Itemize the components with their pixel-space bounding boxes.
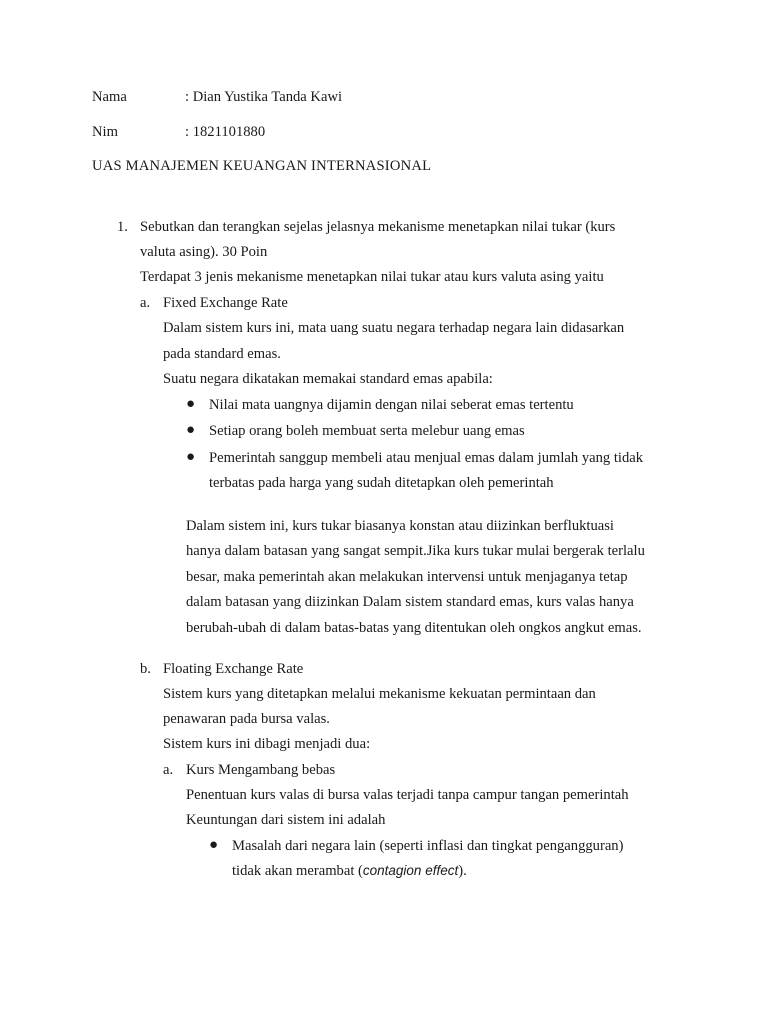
list-marker: a. xyxy=(140,295,151,311)
paragraph-line: Penentuan kurs valas di bursa valas terjadi tanpa campur tangan pemerintah xyxy=(186,787,629,803)
question-number: 1. xyxy=(117,219,128,235)
question-text-line: valuta asing). 30 Poin xyxy=(140,244,268,260)
subsection-heading: Kurs Mengambang bebas xyxy=(186,762,336,778)
name-value: : Dian Yustika Tanda Kawi xyxy=(185,89,343,105)
list-marker: a. xyxy=(163,762,174,778)
paragraph-line: besar, maka pemerintah akan melakukan intervensi untuk menjaganya tetap xyxy=(186,569,628,585)
nim-value: : 1821101880 xyxy=(185,124,266,140)
bullet-text-part: ). xyxy=(458,863,467,879)
paragraph-line: dalam batasan yang diizinkan Dalam sistem standard emas, kurs valas hanya xyxy=(186,594,634,610)
italic-term: contagion effect xyxy=(362,863,459,878)
bullet-text: Masalah dari negara lain (seperti inflasi dan tingkat pengangguran) xyxy=(232,838,624,854)
bullet-icon: ● xyxy=(186,449,196,465)
paragraph-line: Keuntungan dari sistem ini adalah xyxy=(186,812,386,828)
paragraph-line: Sistem kurs ini dibagi menjadi dua: xyxy=(163,736,371,752)
bullet-text xyxy=(232,862,467,880)
question-text-line: Sebutkan dan terangkan sejelas jelasnya mekanisme menetapkan nilai tukar (kurs xyxy=(140,219,616,235)
paragraph-line: hanya dalam batasan yang sangat sempit.Jika kurs tukar mulai bergerak terlalu xyxy=(186,543,645,559)
bullet-icon: ● xyxy=(186,396,196,412)
bullet-text: Nilai mata uangnya dijamin dengan nilai seberat emas tertentu xyxy=(209,397,574,413)
bullet-text: Setiap orang boleh membuat serta melebur uang emas xyxy=(209,423,525,439)
list-marker: b. xyxy=(140,661,151,677)
bullet-text-part: tidak akan merambat ( xyxy=(232,863,363,879)
answer-intro: Terdapat 3 jenis mekanisme menetapkan nilai tukar atau kurs valuta asing yaitu xyxy=(140,269,604,285)
paragraph-line: Sistem kurs yang ditetapkan melalui mekanisme kekuatan permintaan dan xyxy=(163,686,596,702)
document-title: UAS MANAJEMEN KEUANGAN INTERNASIONAL xyxy=(92,158,432,174)
paragraph-line: Dalam sistem ini, kurs tukar biasanya konstan atau diizinkan berfluktuasi xyxy=(186,518,614,534)
nim-label: Nim xyxy=(92,124,118,140)
paragraph-line: Dalam sistem kurs ini, mata uang suatu negara terhadap negara lain didasarkan xyxy=(163,320,625,336)
bullet-icon: ● xyxy=(209,837,219,853)
name-label: Nama xyxy=(92,89,127,105)
section-heading: Fixed Exchange Rate xyxy=(163,295,288,311)
paragraph-line: penawaran pada bursa valas. xyxy=(163,711,330,727)
bullet-text: Pemerintah sanggup membeli atau menjual emas dalam jumlah yang tidak xyxy=(209,450,644,466)
bullet-text: terbatas pada harga yang sudah ditetapkan oleh pemerintah xyxy=(209,475,554,491)
paragraph-line: pada standard emas. xyxy=(163,346,281,362)
bullet-icon: ● xyxy=(186,422,196,438)
paragraph-line: Suatu negara dikatakan memakai standard emas apabila: xyxy=(163,371,493,387)
paragraph-line: berubah-ubah di dalam batas-batas yang ditentukan oleh ongkos angkut emas. xyxy=(186,620,642,636)
section-heading: Floating Exchange Rate xyxy=(163,661,304,677)
